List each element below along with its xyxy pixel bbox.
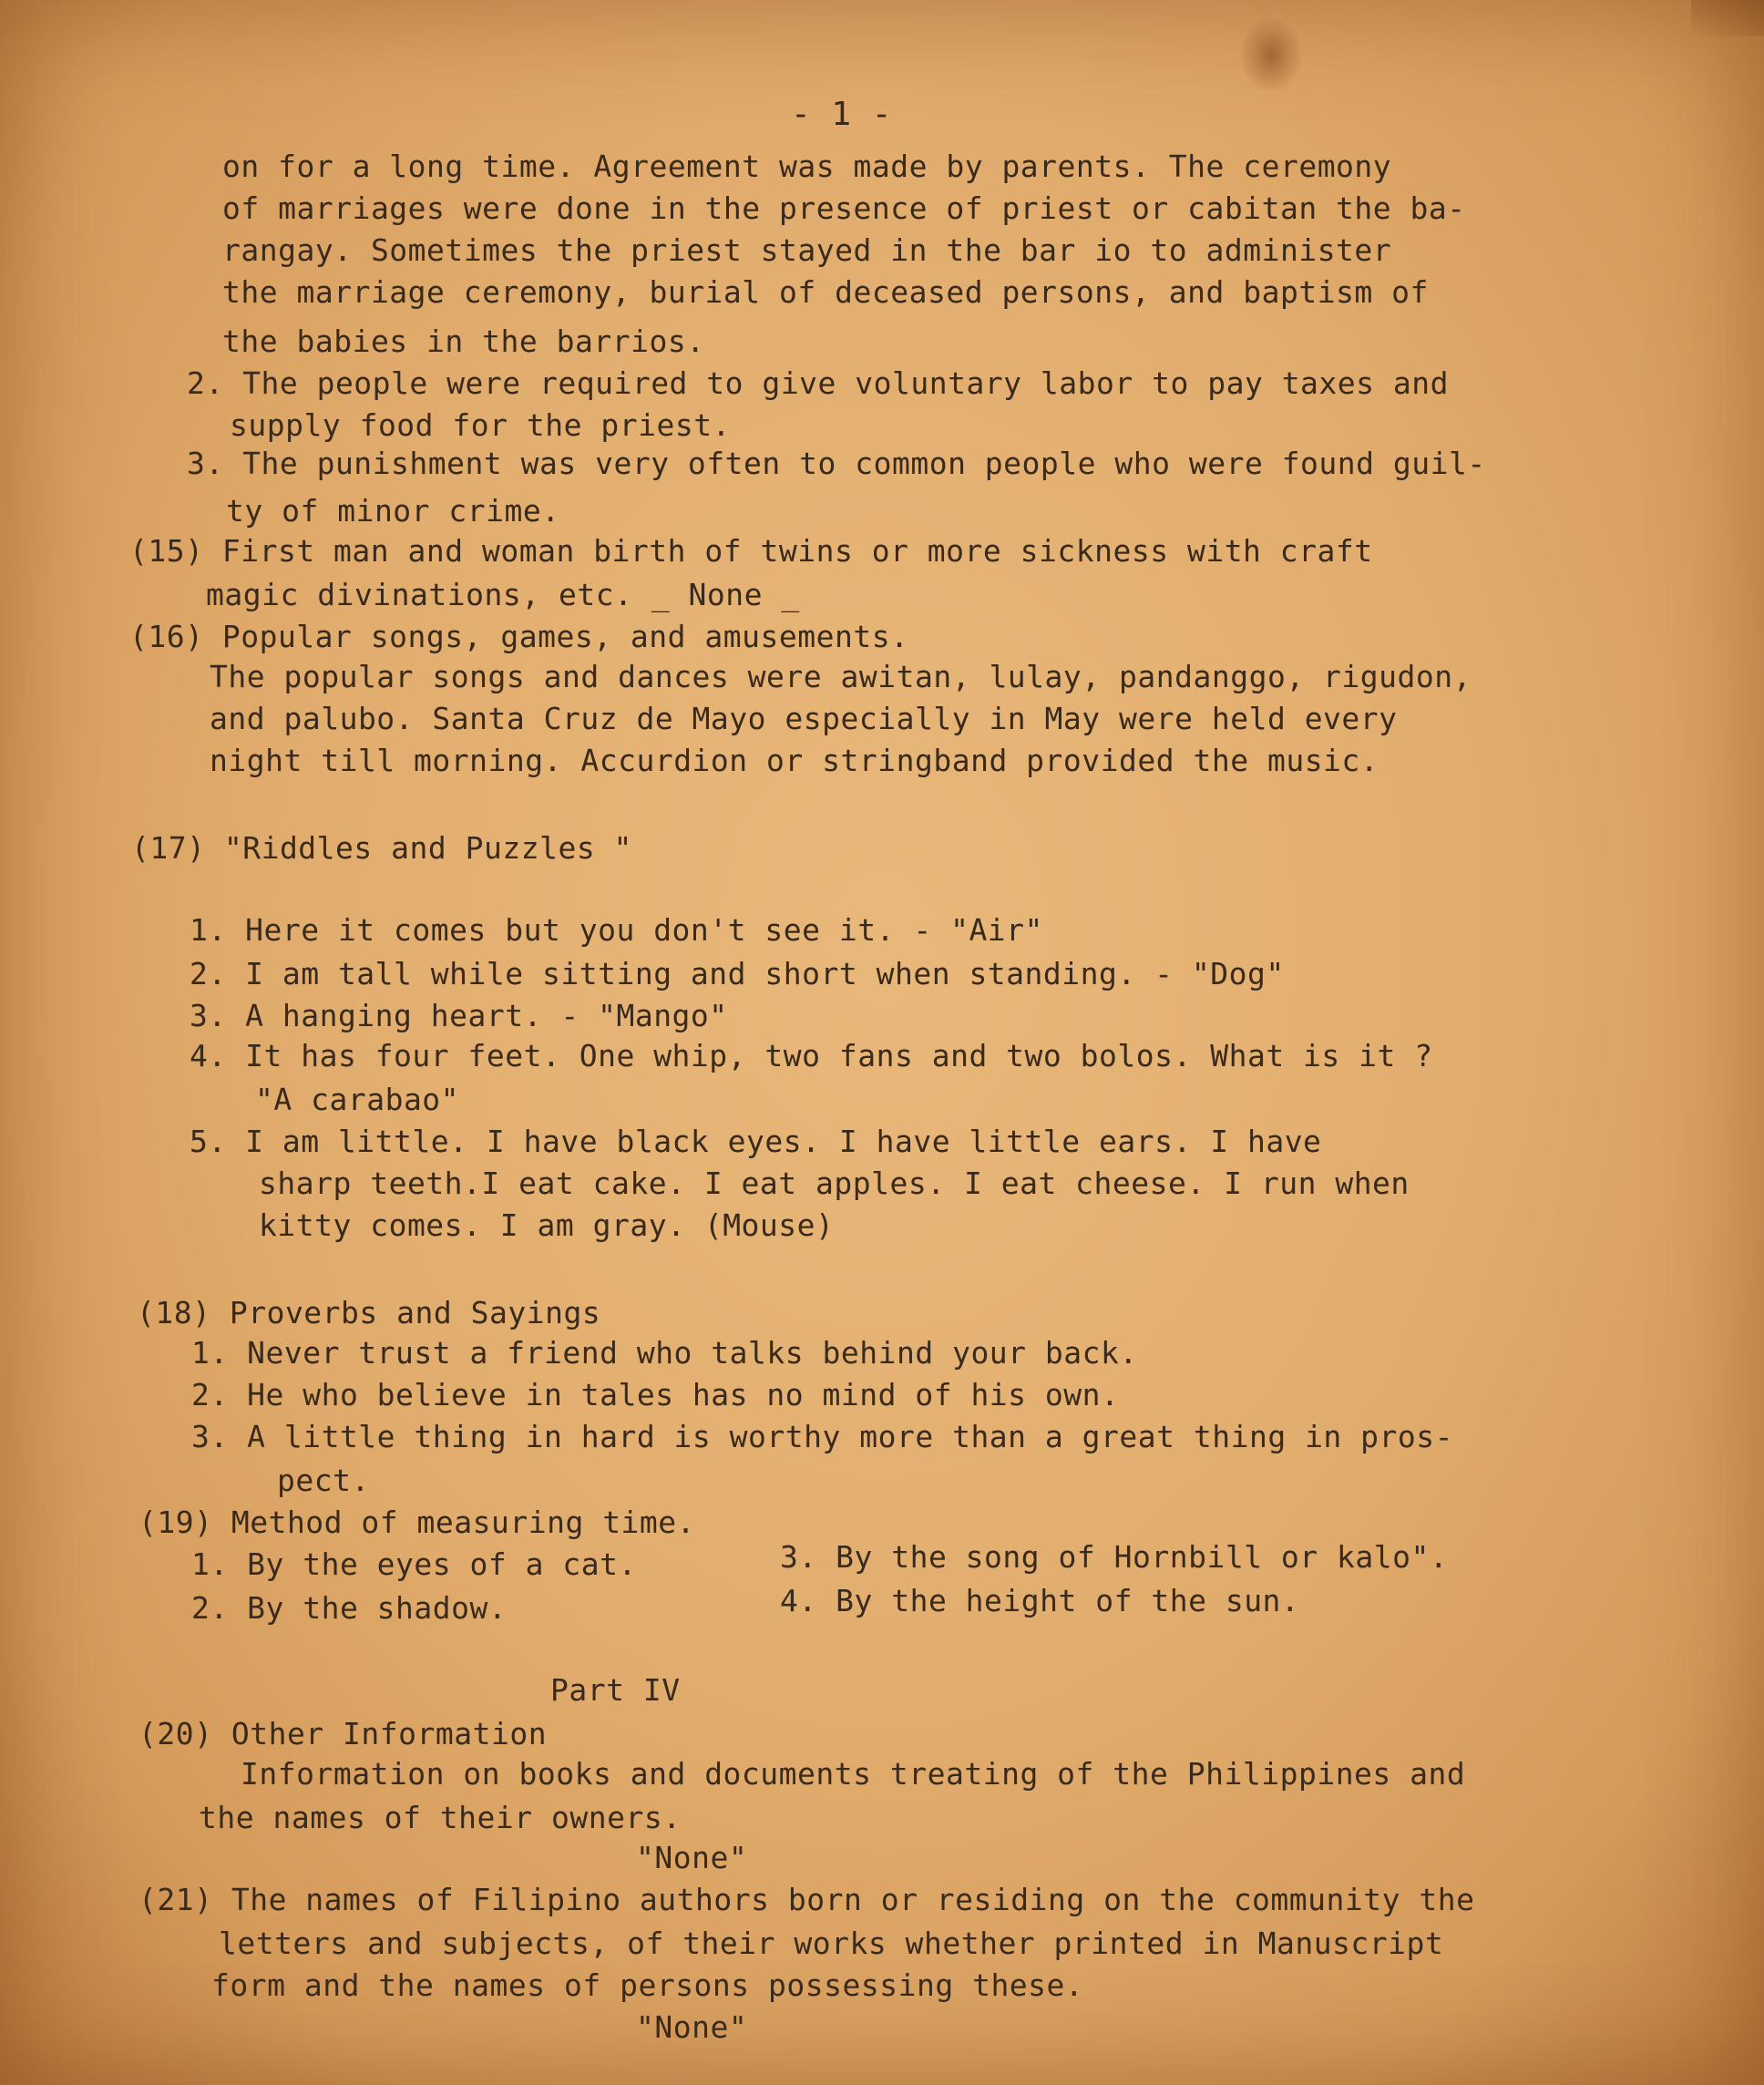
riddle-answer: "A carabao" [255,1082,460,1117]
text-line: of marriages were done in the presence of priest or cabitan the ba- [222,190,1466,226]
riddle-item: 3. A hanging heart. - "Mango" [190,998,728,1033]
method-item: 4. By the height of the sun. [780,1583,1300,1618]
text-line: form and the names of persons possessing these. [211,1967,1084,2003]
text-line: Information on books and documents treating of the Philippines and [241,1756,1466,1792]
text-line: and palubo. Santa Cruz de Mayo especially in May were held every [210,701,1398,736]
text-line: supply food for the priest. [230,407,731,443]
section-heading-18: (18) Proverbs and Sayings [137,1295,601,1330]
text-line: the babies in the barrios. [222,324,705,359]
text-line: sharp teeth.I eat cake. I eat apples. I eat cheese. I run when [259,1166,1410,1201]
text-line: ty of minor crime. [226,493,560,529]
text-line: kitty comes. I am gray. (Mouse) [259,1207,835,1243]
answer-none: "None" [636,2009,748,2045]
text-line: the marriage ceremony, burial of deceased persons, and baptism of [222,274,1429,310]
proverb-item: 1. Never trust a friend who talks behind your back. [191,1335,1138,1371]
corner-shadow [1691,0,1764,36]
text-line: The popular songs and dances were awitan, lulay, pandanggo, rigudon, [210,659,1472,694]
section-heading-20: (20) Other Information [138,1716,548,1751]
ink-stain [1239,16,1303,94]
section-heading-15: (15) First man and woman birth of twins or more sickness with craft [129,533,1373,569]
page-number: - 1 - [791,96,892,133]
text-line: 3. The punishment was very often to common people who were found guil- [187,446,1486,481]
method-item: 3. By the song of Hornbill or kalo". [780,1539,1449,1575]
riddle-item: 2. I am tall while sitting and short when standing. - "Dog" [190,956,1285,991]
text-line: on for a long time. Agreement was made by parents. The ceremony [222,149,1392,184]
section-heading-19: (19) Method of measuring time. [138,1505,696,1540]
text-line: 2. The people were required to give voluntary labor to pay taxes and [187,365,1450,401]
proverb-item: 2. He who believe in tales has no mind of his own. [191,1377,1120,1412]
section-heading-21: (21) The names of Filipino authors born or residing on the community the [138,1882,1475,1917]
answer-none: "None" [636,1840,748,1875]
text-line: pect. [277,1463,370,1498]
text-line: magic divinations, etc. _ None _ [206,577,800,612]
riddle-item: 5. I am little. I have black eyes. I have little ears. I have [190,1124,1322,1159]
text-line: the names of their owners. [199,1800,682,1835]
text-line: rangay. Sometimes the priest stayed in the bar io to administer [222,232,1392,268]
text-line: letters and subjects, of their works whether printed in Manuscript [219,1926,1444,1961]
riddle-item: 4. It has four feet. One whip, two fans and two bolos. What is it ? [190,1038,1433,1073]
section-heading-16: (16) Popular songs, games, and amusements. [129,619,909,654]
method-item: 2. By the shadow. [191,1590,508,1626]
riddle-item: 1. Here it comes but you don't see it. - "Air" [190,912,1043,948]
text-line: night till morning. Accurdion or stringband provided the music. [210,743,1379,778]
part-heading: Part IV [550,1672,681,1708]
proverb-item: 3. A little thing in hard is worthy more than a great thing in pros- [191,1419,1454,1454]
section-heading-17: (17) "Riddles and Puzzles " [131,830,632,866]
method-item: 1. By the eyes of a cat. [191,1546,637,1582]
